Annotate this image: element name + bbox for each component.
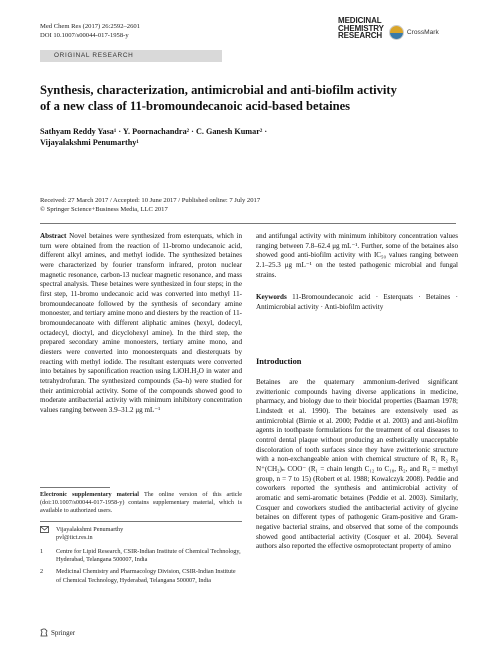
logo-line: CHEMISTRY (338, 23, 384, 33)
corresponding-email[interactable]: pvl@iict.res.in (56, 533, 93, 541)
introduction-text: Betaines are the quaternary ammonium-derived significant zwitterionic compounds having diverse applications in medicine, pharmacy, and biology due to their biocidal properties (Baaman 1978; Lindstedt et al. 1990). The betaines are extensively used as antimicrobial (Birnie et al. 2000; Peddie et al. 2003) and anti-biofilm agents in toothpaste formulations for the treatment of oral diseases to control dental plaque without producing an esthetically unacceptable discoloration of tooth surfaces since they have zwitterionic structure with a non-exchangeable anion with chemical structure of R₁ R₂ R₃ N⁺(CH₂)ₙ COO⁻ (R₁ = chain length C₁₂ to C₁₈, R₂, and R₃ = methyl group, n = 7 to 15) (Robert et al. 1988; Kowalczyk 2008). Peddie and coworkers reported the synthesis and antimicrobial activity of aromatic and semi-aromatic betaines (Peddie et al. 2003). Similarly, Cosquer and coworkers studied the antibacterial activity of glycine betaines on different types of pathogenic Gram-positive and Gram-negative bacterial strains, and observed that some of the compounds showed good antibacterial activity (Cosquer et al. 2004). Several authors also reported the effective osmoprotectant property of amino (256, 378, 458, 551)
abstract-text: Novel betaines were synthesized from esterquats, which in turn were obtained from the reaction of 11-bromo undecanoic acid, different alkyl amines, and methyl iodide. The synthesized betaines were characterized by fourier transform infrared, proton nuclear magnetic resonance, carbon-13 nuclear magnetic resonance, and mass spectral analysis. These betaines were synthesized in four steps; in the first step, 11-bromo undecanoic acid was converted into methyl 11-bromoundecanoate followed by the synthesis of secondary amine monoester, and tertiary amine mono and diesters by the reaction of 11-bromoundecanoate with different aliphatic amines (hexyl, dodecyl, octadecyl, dioctyl, and dicyclohexyl amine). In the third step, the prepared secondary amine monoesters, tertiary amine mono, and diesters were converted into monoesterquats and diesterquats by reacting with methyl iodide. The resultant esterquats were converted into betaines by saponification reaction using LiOH.H₂O in water and tetrahydrofuran. The synthesized compounds (5a–h) were studied for their antimicrobial activity. Some of the compounds showed good to moderate antibacterial activity with minimum inhibitory concentration values ranging between 3.9–31.2 μg mL⁻¹ (40, 232, 242, 414)
esm-label: Electronic supplementary material (40, 491, 139, 498)
footnotes (40, 491, 242, 585)
author-list (40, 126, 470, 148)
logo-line: RESEARCH (338, 31, 383, 41)
abstract-continued: and antifungal activity with minimum inhibitory concentration values ranging between 7.8–62.4 μg mL⁻¹. Further, some of the betaines also showed good anti-biofilm activity with IC₅₀ values ranging between 2.1–25.3 μg mL⁻¹ on the tested pathogenic microbial and fungal strains. (256, 232, 458, 279)
crossmark-label: CrossMark (406, 29, 439, 36)
title-line: of a new class of 11-bromoundecanoic acid-based betaines (40, 98, 351, 113)
crossmark-button[interactable] (389, 25, 439, 40)
abstract-label: Abstract (40, 232, 67, 240)
corresponding-name: Vijayalakshmi Penumarthy (56, 525, 124, 533)
esm-note (40, 491, 242, 516)
journal-citation: Med Chem Res (2017) 26:2592–2601 (40, 23, 140, 30)
publisher-mark (40, 628, 75, 637)
affiliation (40, 568, 242, 584)
affiliation-text: Centre for Lipid Research, CSIR-Indian Institute of Chemical Technology, Hyderabad, Telangana 500007, India (56, 548, 241, 564)
journal-logo (338, 17, 439, 40)
esm-text: The online version of this article (doi:10.1007/s00044-017-1958-y) contains supplementary material, which is available to authorized users. (40, 491, 243, 515)
affiliation-text: Medicinal Chemistry and Pharmacology Division, CSIR-Indian Institute of Chemical Technology, Hyderabad, Telangana 500007, India (56, 568, 236, 584)
logo-text (338, 17, 384, 40)
corresponding-author (40, 526, 242, 542)
footnote-divider (40, 521, 242, 522)
authors-line: Sathyam Reddy Yasa¹ · Y. Poornachandra² · C. Ganesh Kumar² · (40, 127, 268, 136)
affiliation (40, 548, 242, 564)
copyright: © Springer Science+Business Media, LLC 2017 (40, 205, 168, 213)
abstract (40, 232, 242, 415)
footnote-divider (40, 487, 110, 488)
logo-line: MEDICINAL (338, 16, 382, 25)
springer-horse-icon (40, 628, 48, 637)
section-label: ORIGINAL RESEARCH (40, 50, 222, 62)
keywords-text: 11-Bromoundecanoic acid · Esterquats · Betaines · Antimicrobial activity · Anti-biofilm activity (256, 293, 458, 311)
affiliation-mark: 1 (40, 548, 44, 556)
article-dates (40, 197, 470, 215)
history-dates: Received: 27 March 2017 / Accepted: 10 June 2017 / Published online: 7 July 2017 (40, 197, 261, 204)
affiliation-mark: 2 (40, 568, 44, 576)
divider (40, 223, 456, 224)
title-line: Synthesis, characterization, antimicrobial and anti-biofilm activity (40, 83, 397, 97)
section-heading: Introduction (256, 357, 302, 366)
keywords-label: Keywords (256, 293, 287, 301)
doi-line: DOI 10.1007/s00044-017-1958-y (40, 31, 129, 39)
article-title (40, 83, 470, 114)
keywords (256, 293, 458, 312)
journal-header (40, 23, 140, 40)
authors-line: Vijayalakshmi Penumarthy¹ (40, 138, 139, 147)
crossmark-icon (389, 25, 404, 40)
publisher-name: Springer (51, 628, 76, 637)
envelope-icon (40, 526, 56, 542)
